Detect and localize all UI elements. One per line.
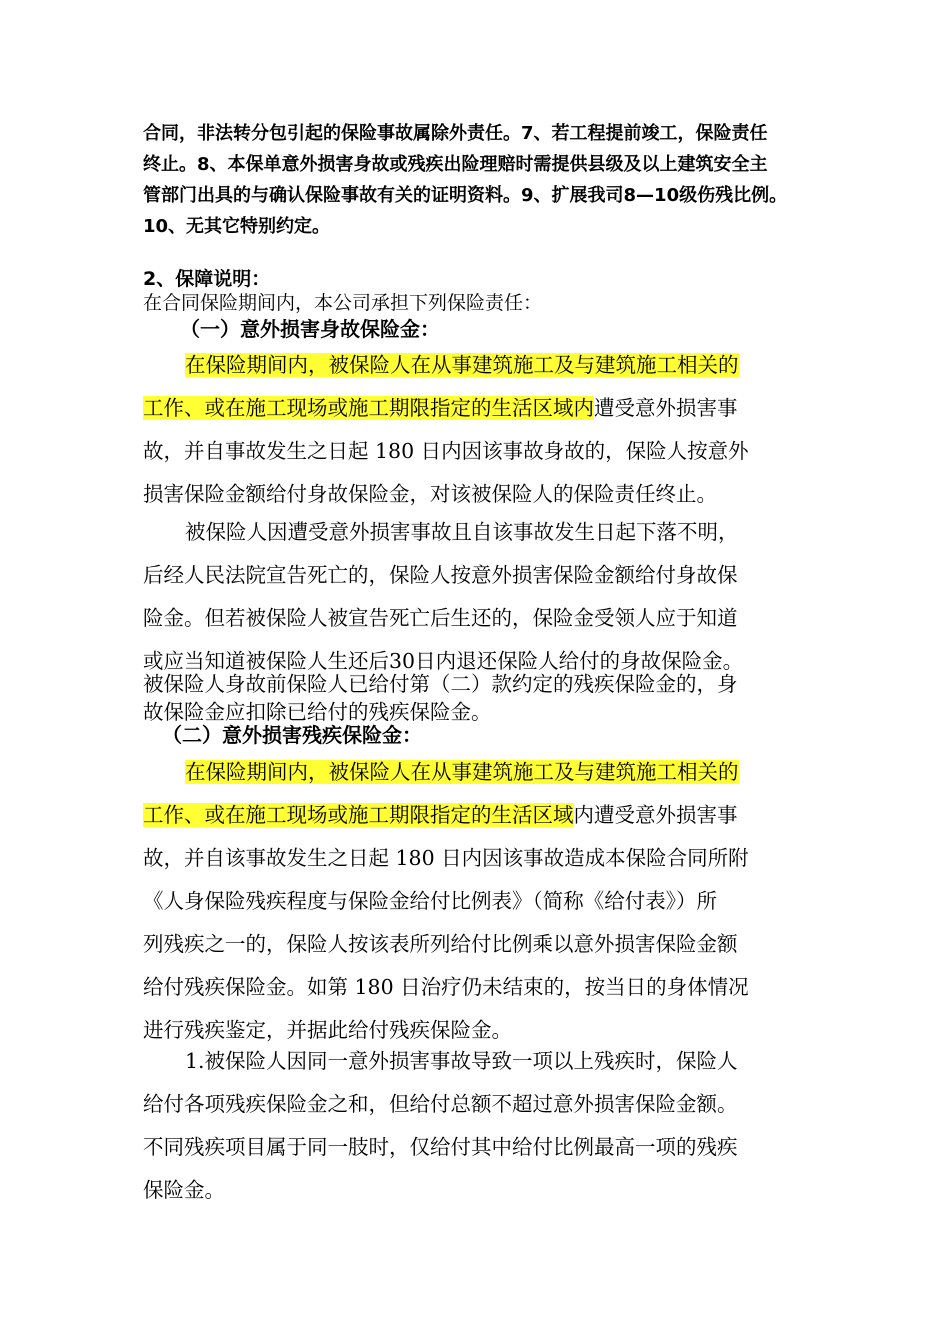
text-line: 保险金。 [143,1178,225,1202]
text-line: 险金。但若被保险人被宣告死亡后生还的，保险金受领人应于知道 [143,606,738,630]
text-line: 故保险金应扣除已给付的残疾保险金。 [143,700,492,724]
text-line [143,344,823,387]
disability-benefit-paragraph-1 [143,751,823,1052]
text-line: 后经人民法院宣告死亡的，保险人按意外损害保险金额给付身故保 [143,563,738,587]
death-benefit-heading: （一）意外损害身故保险金： [180,317,440,341]
section-title: 2、保障说明： [143,268,271,290]
death-benefit-paragraph-1 [143,344,823,516]
text-line [143,387,823,430]
section-intro: 在合同保险期间内，本公司承担下列保险责任： [143,292,543,314]
highlighted-text: 在保险期间内，被保险人在从事建筑施工及与建筑施工相关的 [185,353,739,377]
text-line: 被保险人因遭受意外损害事故且自该事故发生日起下落不明， [185,520,739,544]
text-line: 列残疾之一的，保险人按该表所列给付比例乘以意外损害保险金额 [143,932,738,956]
text-run: 遭受意外损害事 [594,396,738,420]
text-line: 10、无其它特别约定。 [143,216,331,237]
text-line: 终止。8、本保单意外损害身故或残疾出险理赔时需提供县级及以上建筑安全主 [143,154,768,175]
text-line [143,794,823,837]
highlighted-text: 在保险期间内，被保险人在从事建筑施工及与建筑施工相关的 [185,760,739,784]
text-line: 给付各项残疾保险金之和，但给付总额不超过意外损害保险金额。 [143,1092,738,1116]
death-benefit-paragraph-2 [143,511,823,683]
disability-benefit-heading: （二）意外损害残疾保险金： [162,723,422,747]
text-line [143,751,823,794]
text-line: 合同，非法转分包引起的保险事故属除外责任。7、若工程提前竣工，保险责任 [143,123,768,144]
highlighted-text: 工作、或在施工现场或施工期限指定的生活区域 [143,803,574,827]
text-line: 故，并自事故发生之日起 180 日内因该事故身故的，保险人按意外 [143,439,749,463]
text-line: 损害保险金额给付身故保险金，对该被保险人的保险责任终止。 [143,482,717,506]
highlighted-text: 工作、或在施工现场或施工期限指定的生活区域内 [143,396,594,420]
disability-item-1-paragraph [143,1040,823,1212]
text-line: 不同残疾项目属于同一肢时，仅给付其中给付比例最高一项的残疾 [143,1135,738,1159]
text-line: 《人身保险残疾程度与保险金给付比例表》（简称《给付表》）所 [143,889,717,913]
text-line: 管部门出具的与确认保险事故有关的证明资料。9、扩展我司8—10级伤残比例。 [143,185,788,206]
text-line: 或应当知道被保险人生还后30日内退还保险人给付的身故保险金。 [143,649,744,673]
text-line: 1.被保险人因同一意外损害事故导致一项以上残疾时，保险人 [185,1049,738,1073]
intro-bold-paragraph [143,118,787,242]
text-run: 内遭受意外损害事 [573,803,738,827]
text-line: 给付残疾保险金。如第 180 日治疗仍未结束的，按当日的身体情况 [143,975,749,999]
text-line: 故，并自该事故发生之日起 180 日内因该事故造成本保险合同所附 [143,846,749,870]
text-line: 进行残疾鉴定，并据此给付残疾保险金。 [143,1018,512,1042]
text-line: 被保险人身故前保险人已给付第（二）款约定的残疾保险金的，身 [143,672,738,696]
death-benefit-paragraph-3 [143,670,823,726]
